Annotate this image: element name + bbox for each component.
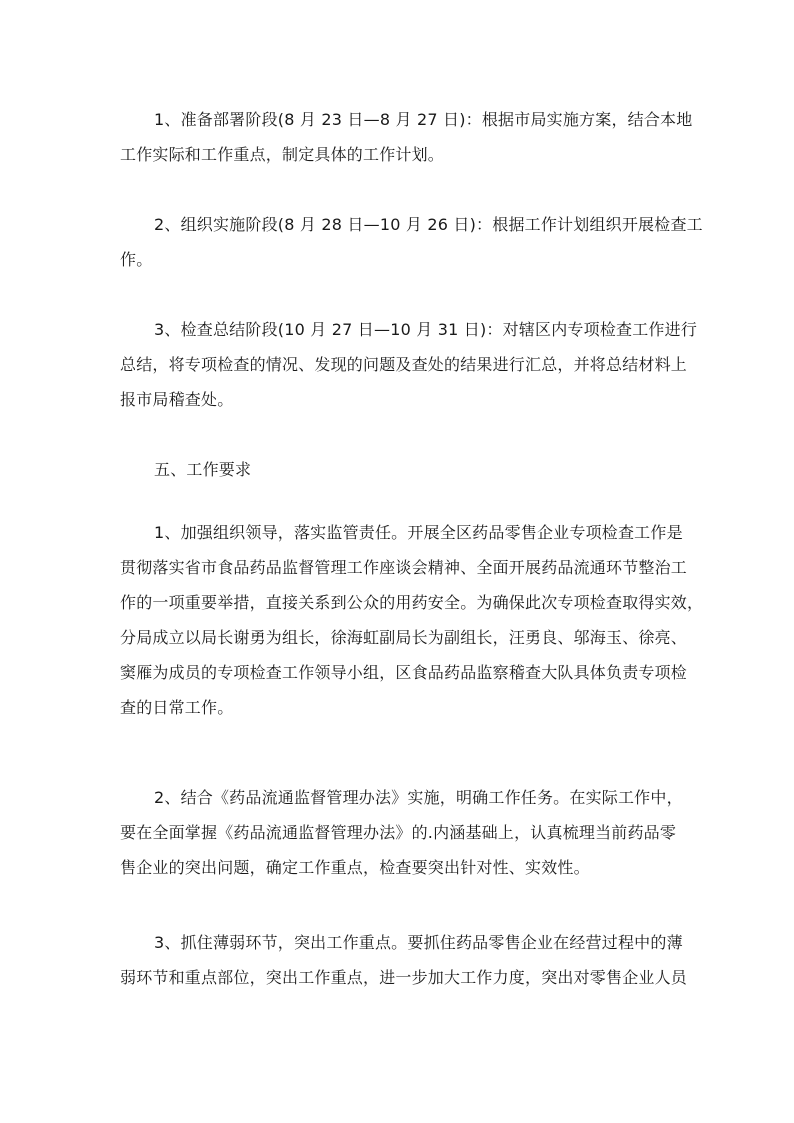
text-line: 1、准备部署阶段(8 月 23 日—8 月 27 日)：根据市局实施方案，结合本地 — [154, 110, 693, 129]
section-heading-work-requirements — [120, 452, 676, 487]
paragraph-weak-links — [120, 925, 688, 995]
text-line: 3、抓住薄弱环节，突出工作重点。要抓住药品零售企业在经营过程中的薄 — [154, 933, 683, 952]
paragraph-prep-stage — [120, 102, 693, 172]
paragraph-implementation-stage — [120, 207, 703, 277]
text-line: 作的一项重要举措，直接关系到公众的用药安全。为确保此次专项检查取得实效， — [120, 593, 704, 612]
paragraph-summary-stage — [120, 312, 698, 417]
text-line: 3、检查总结阶段(10 月 27 日—10 月 31 日)：对辖区内专项检查工作进行 — [154, 320, 698, 339]
text-line: 报市局稽查处。 — [120, 390, 234, 409]
text-line: 1、加强组织领导，落实监管责任。开展全区药品零售企业专项检查工作是 — [154, 523, 683, 542]
text-line: 弱环节和重点部位，突出工作重点，进一步加大工作力度，突出对零售企业人员 — [120, 968, 688, 987]
text-line: 窦雁为成员的专项检查工作领导小组，区食品药品监察稽查大队具体负责专项检 — [120, 663, 688, 682]
text-line: 2、组织实施阶段(8 月 28 日—10 月 26 日)：根据工作计划组织开展检查工 — [154, 215, 703, 234]
text-line: 总结，将专项检查的情况、发现的问题及查处的结果进行汇总，并将总结材料上 — [120, 355, 688, 374]
text-line: 售企业的突出问题，确定工作重点，检查要突出针对性、实效性。 — [120, 858, 590, 877]
text-line: 2、结合《药品流通监督管理办法》实施，明确工作任务。在实际工作中， — [154, 788, 683, 807]
paragraph-regulation-implementation — [120, 780, 683, 885]
text-line: 分局成立以局长谢勇为组长，徐海虹副局长为副组长，汪勇良、邬海玉、徐亮、 — [120, 628, 688, 647]
text-line: 查的日常工作。 — [120, 698, 234, 717]
section-heading: 五、工作要求 — [154, 460, 252, 479]
text-line: 贯彻落实省市食品药品监督管理工作座谈会精神、全面开展药品流通环节整治工 — [120, 558, 688, 577]
text-line: 工作实际和工作重点，制定具体的工作计划。 — [120, 145, 445, 164]
text-line: 要在全面掌握《药品流通监督管理办法》的.内涵基础上，认真梳理当前药品零 — [120, 823, 677, 842]
paragraph-organization-leadership — [120, 515, 704, 725]
text-line: 作。 — [120, 250, 153, 269]
